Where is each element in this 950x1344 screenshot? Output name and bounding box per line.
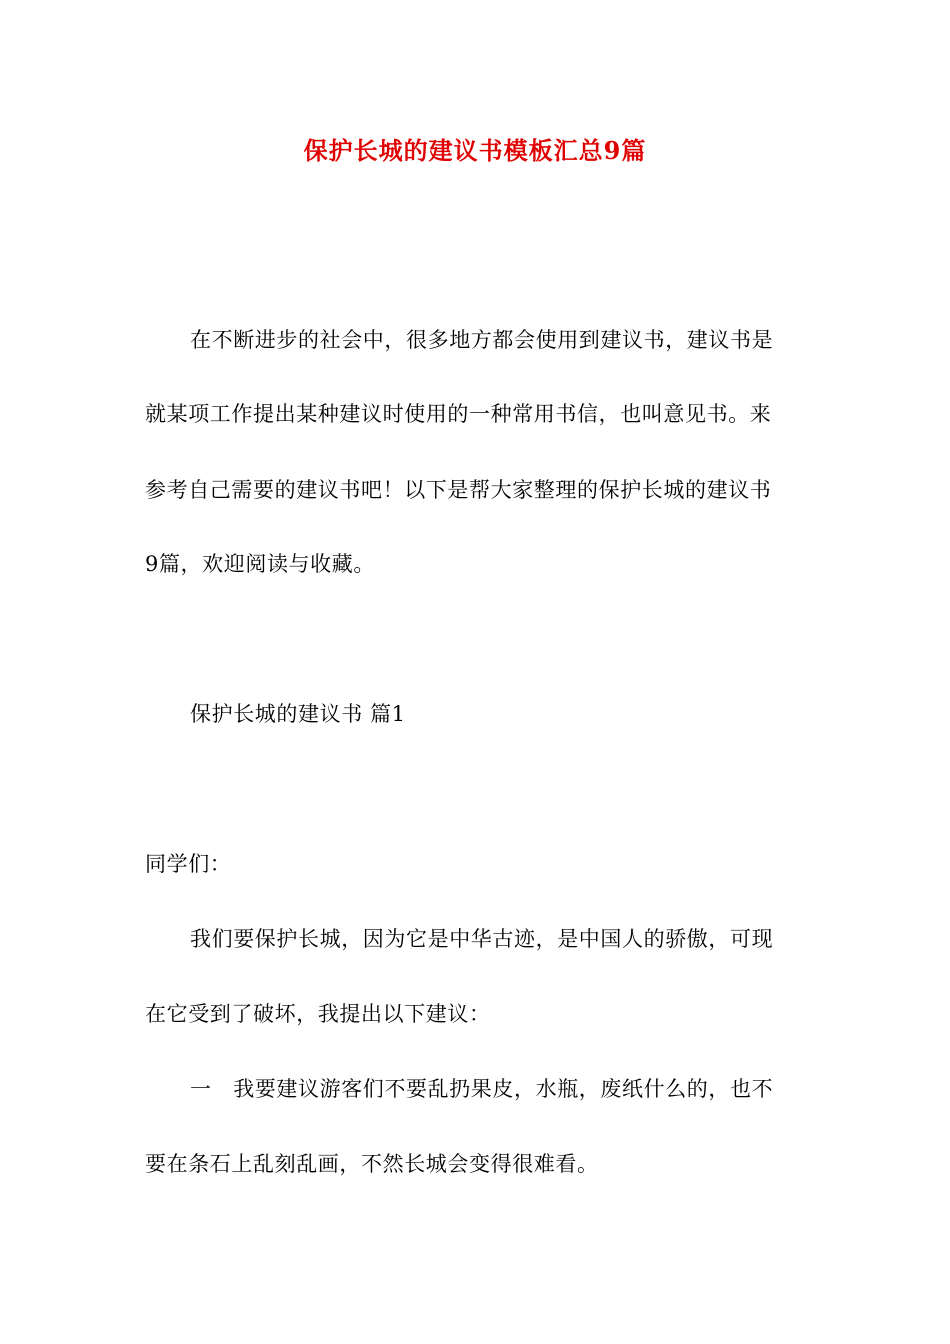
body-line-4: 要在条石上乱刻乱画，不然长城会变得很难看。 [145, 1152, 599, 1176]
body-line-2: 在它受到了破坏，我提出以下建议： [145, 1002, 491, 1026]
body-line-1: 我们要保护长城，因为它是中华古迹，是中国人的骄傲，可现 [190, 927, 774, 951]
document-title: 保护长城的建议书模板汇总9篇 [303, 136, 647, 165]
intro-line-4: 9篇，欢迎阅读与收藏。 [145, 552, 375, 576]
salutation: 同学们： [145, 852, 232, 876]
intro-line-1: 在不断进步的社会中，很多地方都会使用到建议书，建议书是 [190, 328, 774, 352]
intro-line-3: 参考自己需要的建议书吧！以下是帮大家整理的保护长城的建议书 [145, 478, 772, 502]
intro-line-2: 就某项工作提出某种建议时使用的一种常用书信，也叫意见书。来 [145, 402, 772, 426]
section-heading: 保护长城的建议书 篇1 [190, 702, 406, 726]
body-line-3: 一 我要建议游客们不要乱扔果皮，水瓶，废纸什么的，也不 [190, 1077, 774, 1101]
